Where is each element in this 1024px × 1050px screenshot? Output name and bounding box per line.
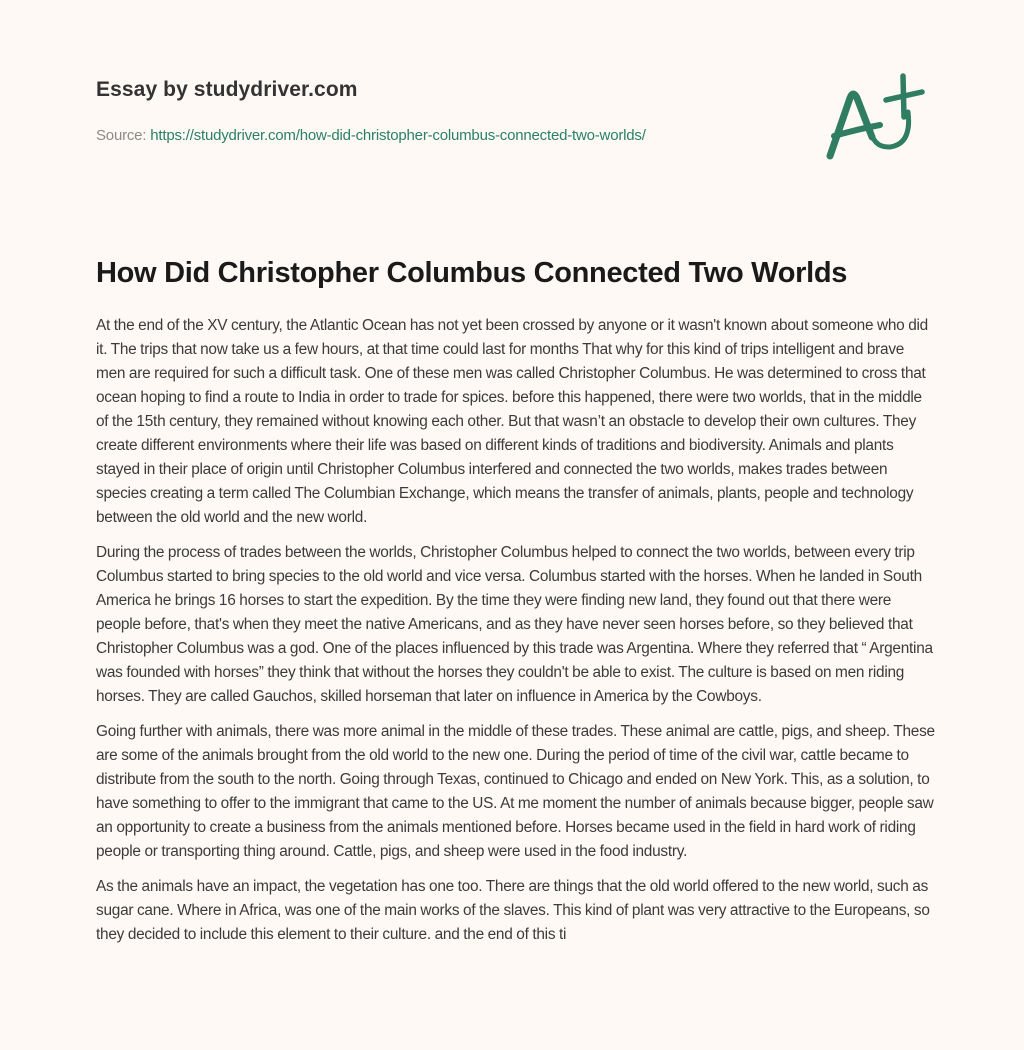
source-label: Source: bbox=[96, 127, 147, 144]
source-link[interactable]: https://studydriver.com/how-did-christopher-columbus-connected-two-worlds/ bbox=[150, 127, 646, 144]
source-line bbox=[96, 126, 776, 146]
essay-body bbox=[96, 314, 936, 958]
a-plus-grade-icon bbox=[820, 62, 930, 167]
essay-header bbox=[96, 76, 776, 146]
essay-paragraph: At the end of the XV century, the Atlantic Ocean has not yet been crossed by anyone or it wasn't known about someone who did it. The trips that now take us a few hours, at that time could last for months That why for this kind of trips intelligent and brave men are required for such a difficult task. One of these men was called Christopher Columbus. He was determined to cross that ocean hoping to find a route to India in order to trade for spices. before this happened, there were two worlds, that in the middle of the 15th century, they remained without knowing each other. But that wasn’t an obstacle to develop their own cultures. They create different environments where their life was based on different kinds of traditions and biodiversity. Animals and plants stayed in their place of origin until Christopher Columbus interfered and connected the two worlds, makes trades between species creating a term called The Columbian Exchange, which means the transfer of animals, plants, people and technology between the old world and the new world. bbox=[96, 317, 928, 526]
essay-paragraph: Going further with animals, there was more animal in the middle of these trades. These animal are cattle, pigs, and sheep. These are some of the animals brought from the old world to the new one. During the period of time of the civil war, cattle became to distribute from the south to the north. Going through Texas, continued to Chicago and ended on New York. This, as a solution, to have something to offer to the immigrant that came to the US. At me moment the number of animals because bigger, people saw an opportunity to create a business from the animals mentioned before. Horses became used in the field in hard work of riding people or transporting thing around. Cattle, pigs, and sheep were used in the food industry. bbox=[96, 723, 935, 860]
essay-title: How Did Christopher Columbus Connected Two Worlds bbox=[96, 257, 848, 289]
essay-paragraph: During the process of trades between the worlds, Christopher Columbus helped to connect the two worlds, between every trip Columbus started to bring species to the old world and vice versa. Columbus started with the horses. When he landed in South America he brings 16 horses to start the expedition. By the time they were finding new land, they found out that there were people before, that's when they meet the native Americans, and as they have never seen horses before, so they believed that Christopher Columbus was a god. One of the places influenced by this trade was Argentina. Where they referred that “ Argentina was founded with horses” they think that without the horses they couldn't be able to exist. The culture is based on men riding horses. They are called Gauchos, skilled horseman that later on influence in America by the Cowboys. bbox=[96, 544, 933, 705]
essay-paragraph: As the animals have an impact, the vegetation has one too. There are things that the old world offered to the new world, such as sugar cane. Where in Africa, was one of the main works of the slaves. This kind of plant was very attractive to the Europeans, so they decided to include this element to their culture. and the end of this ti bbox=[96, 878, 930, 943]
brand-title: Essay by studydriver.com bbox=[96, 78, 358, 101]
